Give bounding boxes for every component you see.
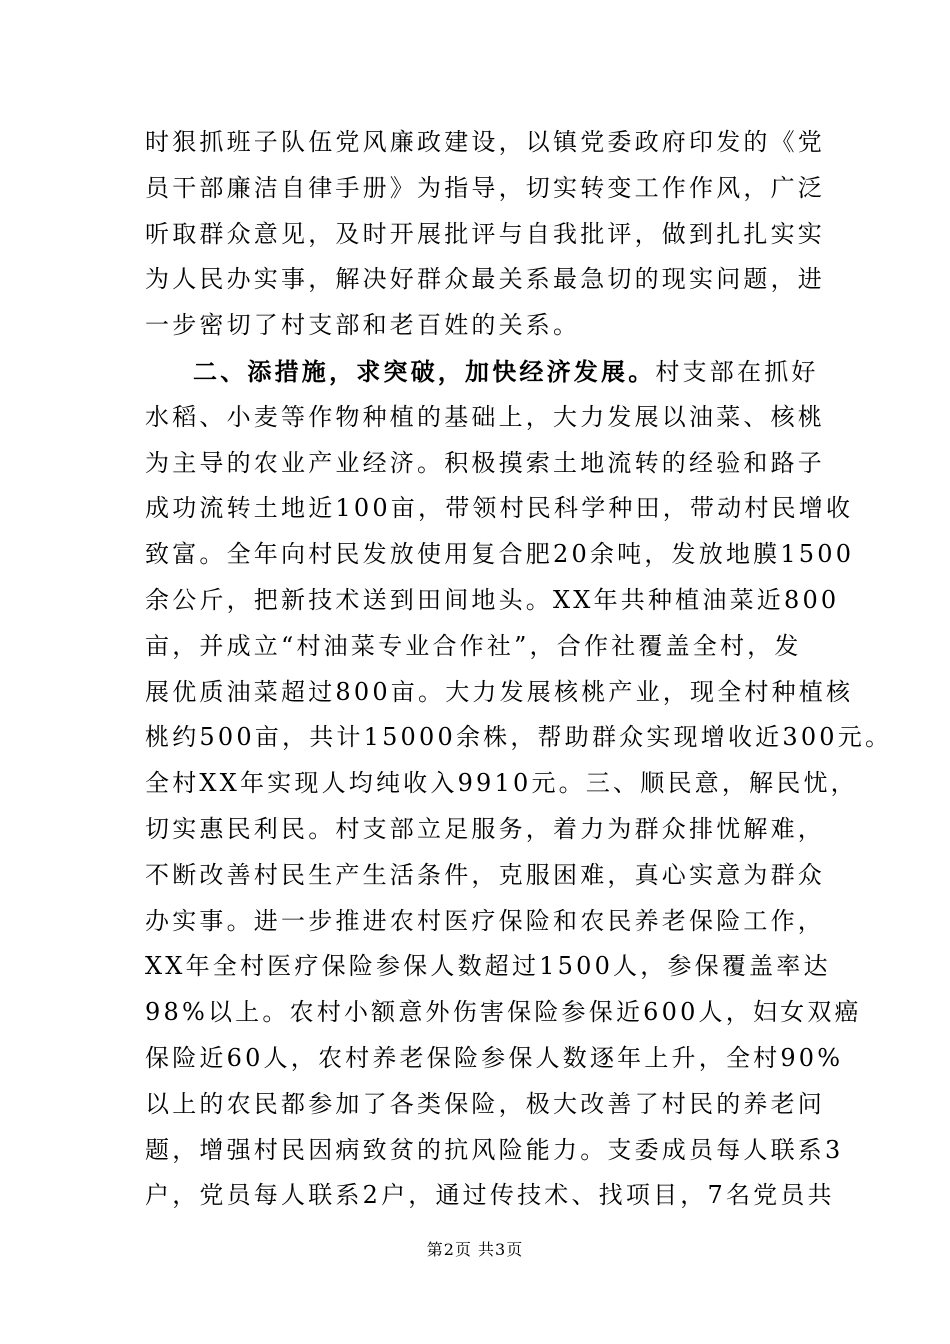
body-line: 办实事。进一步推进农村医疗保险和农民养老保险工作， <box>145 906 825 935</box>
body-line: 以上的农民都参加了各类保险，极大改善了村民的养老问 <box>145 1089 825 1118</box>
body-line: 成功流转土地近100亩，带领村民科学种田，带动村民增收 <box>145 494 854 523</box>
body-line: 展优质油菜超过800亩。大力发展核桃产业，现全村种植核 <box>145 677 854 706</box>
body-line: 为人民办实事，解决好群众最关系最急切的现实问题，进 <box>145 265 825 294</box>
body-line: 致富。全年向村民发放使用复合肥20余吨，发放地膜1500 <box>145 540 855 569</box>
section-heading-line <box>145 349 819 395</box>
body-line: 切实惠民利民。村支部立足服务，着力为群众排忧解难， <box>145 814 825 843</box>
body-line: 不断改善村民生产生活条件，克服困难，真心实意为群众 <box>145 860 825 889</box>
body-line: 时狠抓班子队伍党风廉政建设，以镇党委政府印发的《党 <box>145 128 825 156</box>
body-text: 村支部在抓好 <box>655 357 819 386</box>
body-line: 桃约500亩，共计15000余株，帮助群众实现增收近300元。 <box>145 723 893 752</box>
body-line: 题，增强村民因病致贫的抗风险能力。支委成员每人联系3 <box>145 1135 844 1164</box>
body-line: 余公斤，把新技术送到田间地头。XX年共种植油菜近800 <box>145 585 840 614</box>
body-line: 员干部廉洁自律手册》为指导，切实转变工作作风，广泛 <box>145 173 825 202</box>
body-line: 水稻、小麦等作物种植的基础上，大力发展以油菜、核桃 <box>145 402 825 431</box>
body-line: 为主导的农业产业经济。积极摸索土地流转的经验和路子 <box>145 448 825 477</box>
body-line: 98%以上。农村小额意外伤害保险参保近600人，妇女双癌 <box>145 998 862 1027</box>
document-body <box>145 120 893 1219</box>
body-line: 一步密切了村支部和老百姓的关系。 <box>145 311 581 340</box>
body-line: XX年全村医疗保险参保人数超过1500人，参保覆盖率达 <box>145 952 831 981</box>
body-line: 保险近60人，农村养老保险参保人数逐年上升，全村90% <box>145 1043 844 1072</box>
section-heading: 二、添措施，求突破，加快经济发展。 <box>193 356 656 386</box>
body-line: 亩，并成立“村油菜专业合作社”，合作社覆盖全村，发 <box>145 631 802 660</box>
page-number-footer: 第2页 共3页 <box>426 1240 524 1259</box>
body-line: 全村XX年实现人均纯收入9910元。三、顺民意，解民忧， <box>145 769 858 798</box>
body-line: 听取群众意见，及时开展批评与自我批评，做到扎扎实实 <box>145 219 825 248</box>
body-line: 户，党员每人联系2户，通过传技术、找项目，7名党员共 <box>145 1181 835 1210</box>
